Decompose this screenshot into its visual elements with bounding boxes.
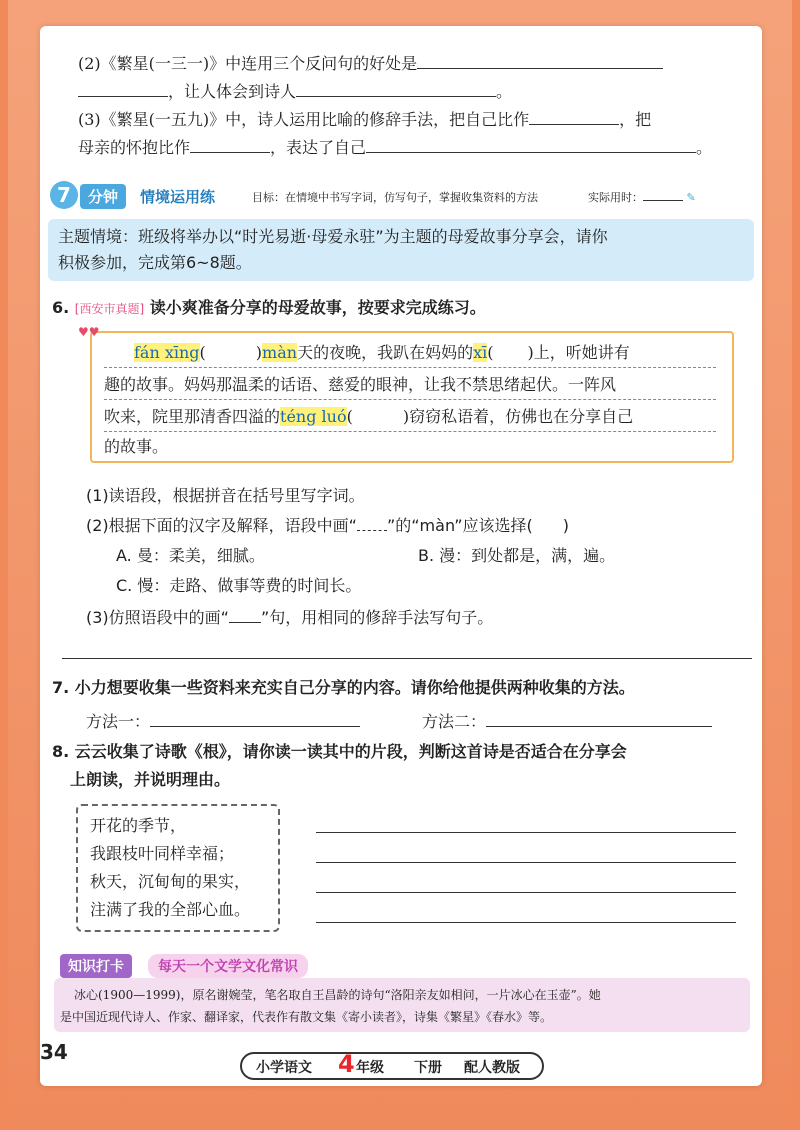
q6-sub3: (3)仿照语段中的画“ ”句，用相同的修辞手法写句子。 <box>86 608 494 627</box>
theme-box <box>48 219 754 281</box>
section-goal: 目标：在情境中书写字词，仿写句子，掌握收集资料的方法 <box>252 191 538 204</box>
story-line2: 趣的故事。妈妈那温柔的话语、慈爱的眼神，让我不禁思绪起伏。一阵风 <box>104 375 617 394</box>
answer-line[interactable] <box>316 862 736 863</box>
pencil-icon: ✎ <box>686 191 696 204</box>
q8-heading: 8. 云云收集了诗歌《根》，请你读一读其中的片段，判断这首诗是否适合在分享会 <box>52 742 627 761</box>
answer-line[interactable] <box>316 832 736 833</box>
q8-prompt2: 上朗读，并说明理由。 <box>70 770 231 789</box>
heart-icon: ♥♥ <box>78 325 100 339</box>
answer-blank[interactable] <box>529 108 619 125</box>
q2-line1: (2)《繁星(一三一)》中连用三个反问句的好处是 <box>78 52 663 74</box>
option-b[interactable]: B. 漫：到处都是，满，遍。 <box>418 546 616 565</box>
story-line1: fán xīng( )màn天的夜晚，我趴在妈妈的xī( )上，听她讲有 <box>134 343 630 362</box>
knowledge-line2: 是中国近现代诗人、作家、翻译家，代表作有散文集《寄小读者》，诗集《繁星》《春水》等。 <box>60 1010 553 1024</box>
q6-sub1: (1)读语段，根据拼音在括号里写字词。 <box>86 486 365 505</box>
knowledge-title: 每天一个文学文化常识 <box>148 954 308 978</box>
answer-blank[interactable] <box>150 710 360 727</box>
page-number: 34 <box>40 1040 68 1064</box>
answer-line[interactable] <box>316 892 736 893</box>
knowledge-line1: 冰心(1900—1999)，原名谢婉莹，笔名取自王昌龄的诗句“洛阳亲友如相问，一片冰心在玉壶”。她 <box>74 988 601 1002</box>
poem-line: 秋天，沉甸甸的果实， <box>90 872 251 891</box>
poem-box <box>76 804 280 932</box>
q6-sub2: (2)根据下面的汉字及解释，语段中画“ ”的“màn”应该选择( ) <box>86 516 569 535</box>
answer-blank[interactable] <box>366 136 696 153</box>
time-blank[interactable] <box>643 189 683 201</box>
answer-line[interactable] <box>316 922 736 923</box>
answer-blank[interactable] <box>417 52 663 69</box>
method-one: 方法一： <box>86 710 360 732</box>
knowledge-box <box>54 978 750 1032</box>
answer-line[interactable] <box>62 658 752 659</box>
q3-line2: 母亲的怀抱比作 ，表达了自己 。 <box>78 138 713 157</box>
answer-blank[interactable] <box>190 136 270 153</box>
worksheet-page <box>40 26 762 1086</box>
q3-line1: (3)《繁星(一五九)》中，诗人运用比喻的修辞手法，把自己比作 ，把 <box>78 110 652 129</box>
poem-line: 我跟枝叶同样幸福； <box>90 844 235 863</box>
knowledge-tag: 知识打卡 <box>60 954 132 978</box>
q6-heading: 6. [西安市真题] 读小爽准备分享的母爱故事，按要求完成练习。 <box>52 298 486 317</box>
section-title: 情境运用练 <box>140 188 216 206</box>
story-line4: 的故事。 <box>104 437 169 456</box>
option-c[interactable]: C. 慢：走路、做事等费的时间长。 <box>116 576 362 595</box>
theme-line2: 积极参加，完成第6~8题。 <box>58 253 252 272</box>
section-number: 7 <box>50 181 78 209</box>
method-two: 方法二： <box>422 710 712 732</box>
answer-blank[interactable] <box>486 710 712 727</box>
section-minutes: 分钟 <box>80 184 126 209</box>
story-box <box>78 325 734 463</box>
poem-line: 开花的季节， <box>90 816 187 835</box>
story-line3: 吹来，院里那清香四溢的téng luó( )窃窃私语着，仿佛也在分享自己 <box>104 407 634 426</box>
footer-info: 小学语文 4 年级 下册 配人教版 <box>240 1052 544 1080</box>
q2-line2: ，让人体会到诗人 。 <box>78 80 512 102</box>
poem-line: 注满了我的全部心血。 <box>90 900 251 919</box>
option-a[interactable]: A. 曼：柔美，细腻。 <box>116 546 265 565</box>
time-label: 实际用时： ✎ <box>588 191 696 204</box>
answer-blank[interactable] <box>296 80 496 97</box>
theme-line1: 主题情境：班级将举办以“时光易逝·母爱永驻”为主题的母爱故事分享会，请你 <box>58 227 608 246</box>
q7-heading: 7. 小力想要收集一些资料来充实自己分享的内容。请你给他提供两种收集的方法。 <box>52 678 635 697</box>
exam-tag: 西安市真题 <box>79 302 140 316</box>
answer-blank[interactable] <box>78 80 168 97</box>
